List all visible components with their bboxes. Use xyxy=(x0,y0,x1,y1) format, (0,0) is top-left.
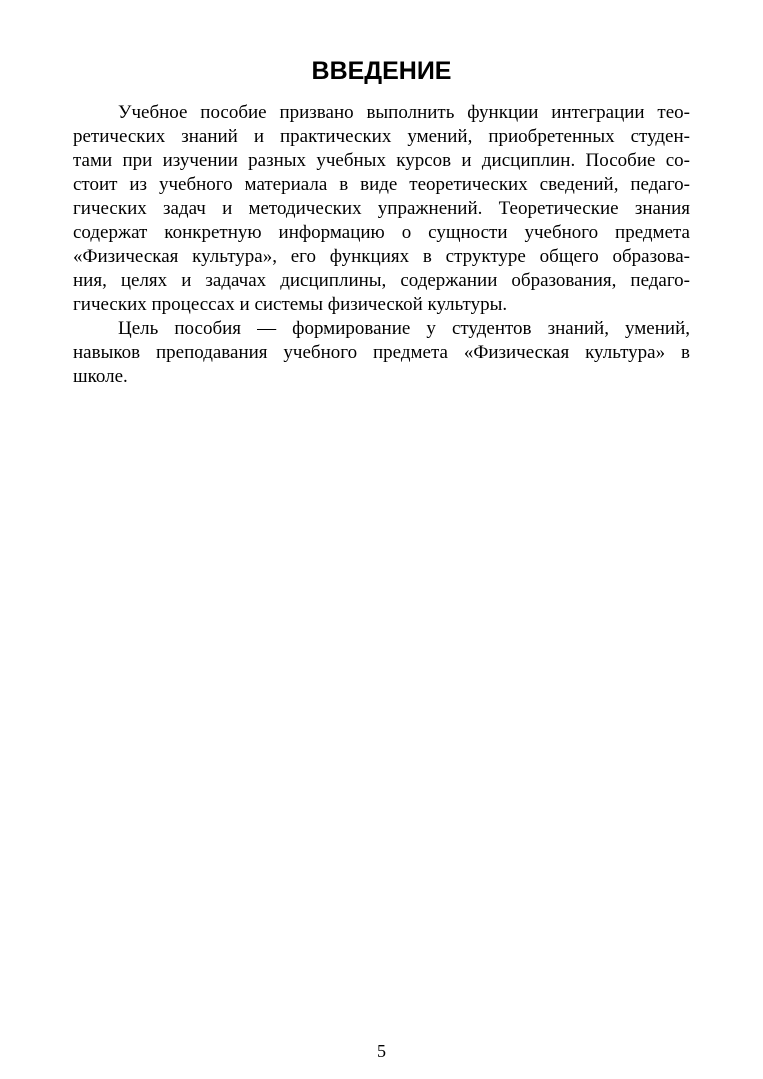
paragraph-line: стоит из учебного материала в виде теоретических сведений, педаго- xyxy=(73,174,690,195)
paragraph-line: гических процессах и системы физической культуры. xyxy=(73,294,508,315)
paragraph-line: «Физическая культура», его функциях в структуре общего образова- xyxy=(73,246,690,267)
paragraph-line: содержат конкретную информацию о сущности учебного предмета xyxy=(73,222,690,243)
page-number: 5 xyxy=(377,1041,386,1061)
paragraph-line: Цель пособия — формирование у студентов знаний, умений, xyxy=(118,318,690,339)
paragraph-line: навыков преподавания учебного предмета «Физическая культура» в xyxy=(73,342,690,363)
page-title: ВВЕДЕНИЕ xyxy=(311,57,452,85)
paragraph-line: гических задач и методических упражнений. Теоретические знания xyxy=(73,198,690,219)
paragraph-line: школе. xyxy=(73,366,128,387)
paragraph-line: ретических знаний и практических умений, приобретенных студен- xyxy=(73,126,690,147)
paragraph-line: Учебное пособие призвано выполнить функции интеграции тео- xyxy=(118,102,690,123)
paragraph-line: тами при изучении разных учебных курсов и дисциплин. Пособие со- xyxy=(73,150,690,171)
paragraph-line: ния, целях и задачах дисциплины, содержании образования, педаго- xyxy=(73,270,690,291)
